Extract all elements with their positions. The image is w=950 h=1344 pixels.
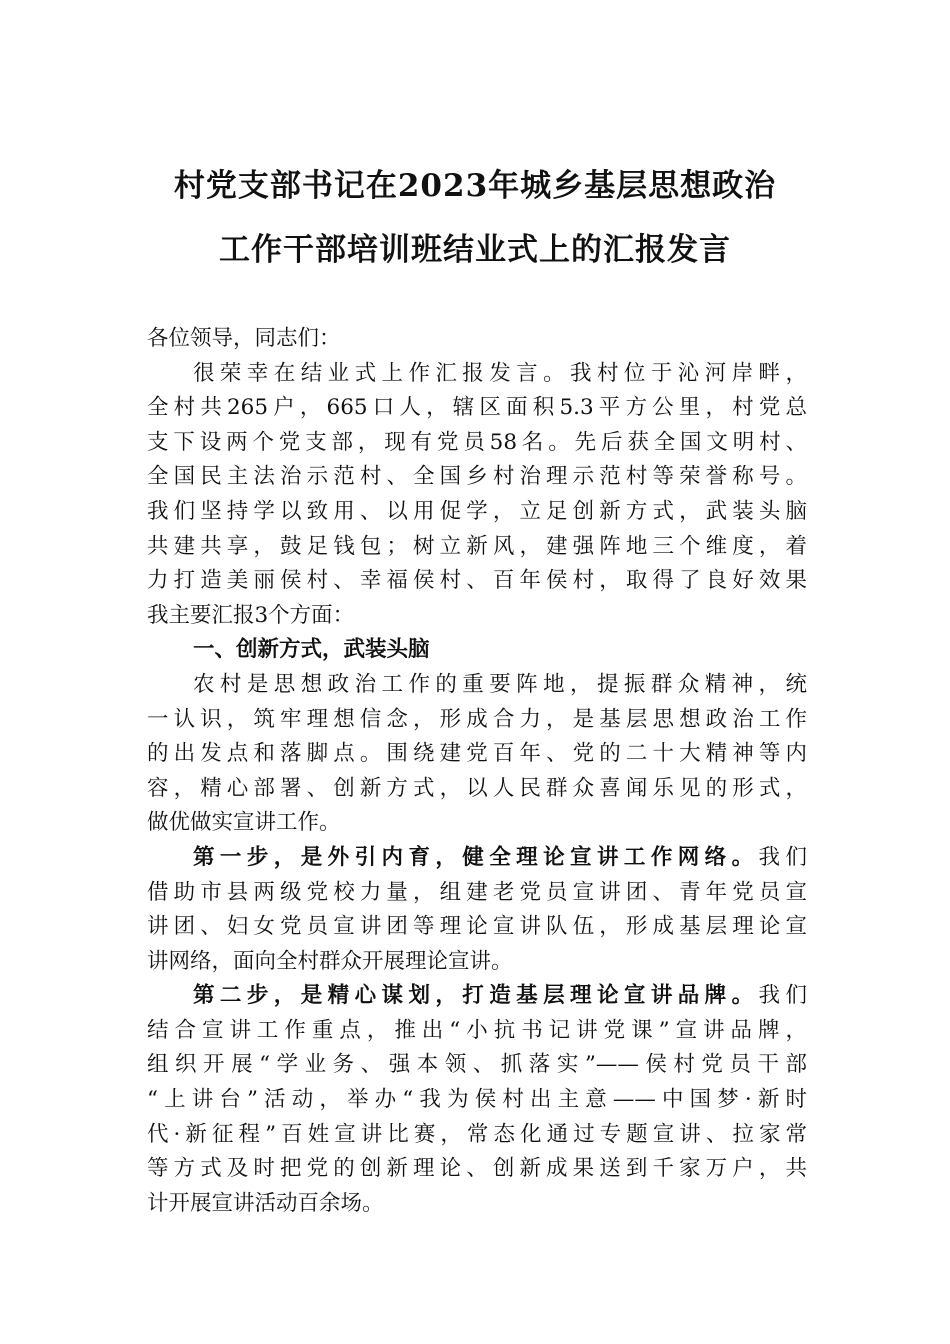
intro-line: 很荣幸在结业式上作汇报发言。我村位于沁河岸畔， (193, 360, 807, 386)
section-paragraph-line: 农村是思想政治工作的重要阵地，提振群众精神，统 (193, 671, 807, 697)
intro-line: 我们坚持学以致用、以用促学，立足创新方式，武装头脑 (147, 498, 807, 524)
document-title-line-2: 工作干部培训班结业式上的汇报发言 (219, 232, 731, 268)
step-one-line: 讲团、妇女党员宣讲团等理论宣讲队伍，形成基层理论宣 (147, 914, 807, 940)
step-two-line: 代·新征程”百姓宣讲比赛，常态化通过专题宣讲、拉家常 (147, 1121, 807, 1147)
step-two-line: 组织开展“学业务、强本领、抓落实”——侯村党员干部 (147, 1052, 807, 1078)
salutation: 各位领导，同志们： (147, 326, 341, 351)
step-two-line: 等方式及时把党的创新理论、创新成果送到千家万户，共 (147, 1156, 807, 1182)
step-one-first-line (147, 841, 807, 876)
step-one-heading: 第一步，是外引内育，健全理论宣讲工作网络。 (193, 844, 759, 870)
step-two-line: “上讲台”活动，举办“我为侯村出主意——中国梦·新时 (147, 1087, 807, 1113)
intro-line: 全国民主法治示范村、全国乡村治理示范村等荣誉称号。 (147, 464, 807, 490)
document-body (147, 322, 807, 1221)
step-one-line: 讲网络，面向全村群众开展理论宣讲。 (147, 948, 513, 974)
intro-line: 全村共265户，665口人，辖区面积5.3平方公里，村党总 (147, 395, 807, 421)
section-heading: 一、创新方式，武装头脑 (193, 637, 430, 663)
step-two-line: 结合宣讲工作重点，推出“小抗书记讲党课”宣讲品牌， (147, 1017, 807, 1043)
intro-line: 我主要汇报3个方面： (147, 602, 355, 628)
step-two-line: 计开展宣讲活动百余场。 (147, 1190, 384, 1216)
step-two-first-line-text: 我们 (758, 983, 807, 1009)
section-paragraph-line: 的出发点和落脚点。围绕建党百年、党的二十大精神等内 (147, 741, 807, 767)
step-two-heading: 第二步，是精心谋划，打造基层理论宣讲品牌。 (193, 983, 759, 1009)
document-title-line-1: 村党支部书记在2023年城乡基层思想政治 (173, 168, 777, 204)
step-one-first-line-text: 我们 (758, 844, 807, 870)
step-one-line: 借助市县两级党校力量，组建老党员宣讲团、青年党员宣 (147, 879, 807, 905)
intro-line: 力打造美丽侯村、幸福侯村、百年侯村，取得了良好效果 (147, 568, 807, 594)
intro-line: 支下设两个党支部，现有党员58名。先后获全国文明村、 (147, 429, 807, 455)
section-paragraph-line: 容，精心部署、创新方式，以人民群众喜闻乐见的形式， (147, 775, 807, 801)
step-two-first-line (147, 979, 807, 1014)
section-paragraph-line: 一认识，筑牢理想信念，形成合力，是基层思想政治工作 (147, 706, 807, 732)
section-paragraph-line: 做优做实宣讲工作。 (147, 810, 341, 836)
intro-line: 共建共享，鼓足钱包；树立新风，建强阵地三个维度，着 (147, 533, 807, 559)
